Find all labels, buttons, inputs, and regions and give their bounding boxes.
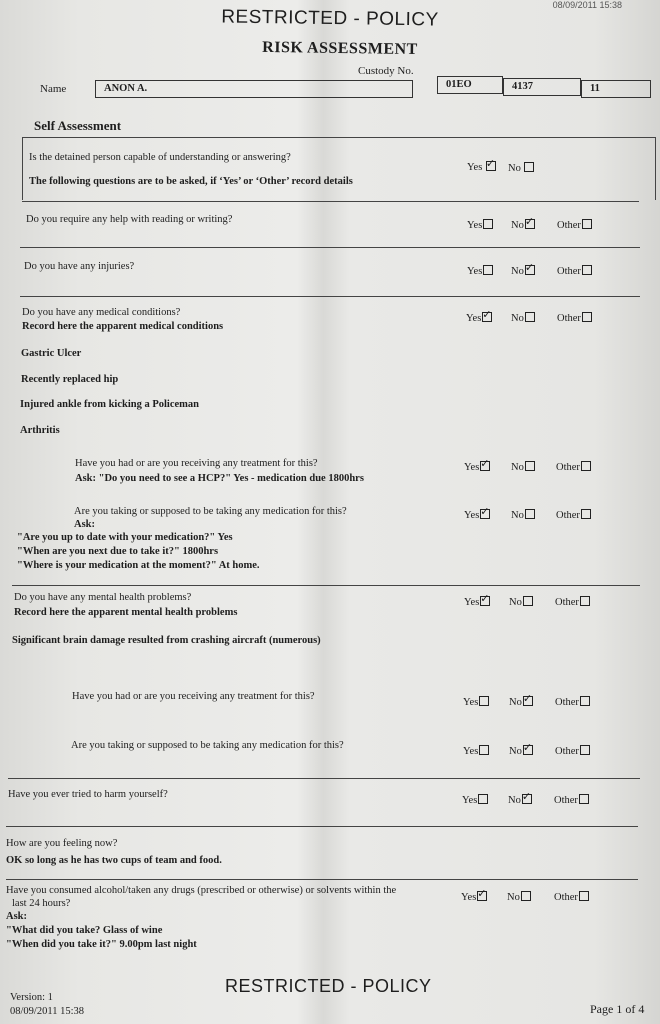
footer-date: 08/09/2011 15:38 [10, 1006, 84, 1017]
option-label: Other [554, 795, 578, 806]
divider [6, 826, 638, 827]
version-label: Version: 1 [10, 992, 53, 1003]
checkbox-empty-icon[interactable] [478, 794, 488, 804]
divider [12, 585, 640, 586]
harm-other-option[interactable] [554, 794, 589, 806]
option-label: Yes [464, 597, 480, 608]
checkbox-empty-icon[interactable] [581, 461, 591, 471]
option-label: Yes [464, 462, 480, 473]
checkbox-empty-icon[interactable] [582, 312, 592, 322]
option-label: No [509, 597, 522, 608]
option-label: Other [555, 746, 579, 757]
checkbox-empty-icon[interactable] [580, 696, 590, 706]
name-label: Name [40, 83, 67, 95]
checkbox-empty-icon[interactable] [524, 162, 534, 172]
checkbox-checked-icon[interactable] [486, 161, 496, 171]
injuries-yes-option[interactable] [467, 265, 493, 277]
checkbox-empty-icon[interactable] [479, 696, 489, 706]
checkbox-empty-icon[interactable] [579, 891, 589, 901]
mental-medication-yes-option[interactable] [463, 745, 489, 757]
medical-record-label: Record here the apparent medical conditions [22, 321, 224, 332]
option-label: No [511, 510, 524, 521]
capable-no-option[interactable] [508, 162, 534, 174]
custody-label: Custody No. [358, 65, 414, 77]
option-label: No [509, 746, 522, 757]
question-mental-medication: Are you taking or supposed to be taking any medication for this? [71, 740, 344, 751]
medical-condition-item: Gastric Ulcer [21, 348, 82, 359]
medication-answer: "Where is your medication at the moment?" At home. [17, 560, 260, 571]
option-label: No [509, 697, 522, 708]
divider [20, 247, 640, 248]
checkbox-checked-icon[interactable] [480, 461, 490, 471]
name-field: ANON A. [95, 80, 413, 98]
checkbox-empty-icon[interactable] [579, 794, 589, 804]
option-label: Yes [467, 266, 483, 277]
question-reading: Do you require any help with reading or writing? [26, 214, 233, 225]
medication-no-option[interactable] [511, 509, 535, 521]
option-label: Other [557, 220, 581, 231]
mental-yes-option[interactable] [464, 596, 490, 608]
checkbox-empty-icon[interactable] [479, 745, 489, 755]
question-mental-treatment: Have you had or are you receiving any treatment for this? [72, 691, 315, 702]
option-label: Other [554, 892, 578, 903]
option-label: No [511, 462, 524, 473]
checkbox-empty-icon[interactable] [580, 596, 590, 606]
restricted-footer: RESTRICTED - POLICY [225, 976, 432, 996]
medical-condition-item: Recently replaced hip [21, 374, 119, 385]
mental-no-option[interactable] [509, 596, 533, 608]
question-medical: Do you have any medical conditions? [22, 307, 181, 318]
checkbox-checked-icon[interactable] [522, 794, 532, 804]
alcohol-no-option[interactable] [507, 891, 531, 903]
checkbox-empty-icon[interactable] [581, 509, 591, 519]
option-label: Yes [462, 795, 478, 806]
medical-condition-item: Injured ankle from kicking a Policeman [20, 399, 199, 410]
injuries-other-option[interactable] [557, 265, 592, 277]
divider [8, 778, 640, 779]
alcohol-yes-option[interactable] [461, 891, 487, 903]
checkbox-checked-icon[interactable] [523, 745, 533, 755]
question-injuries: Do you have any injuries? [24, 261, 135, 272]
checkbox-empty-icon[interactable] [580, 745, 590, 755]
medication-ask-label: Ask: [74, 519, 96, 530]
option-label: Yes [467, 220, 483, 231]
treatment-yes-option[interactable] [464, 461, 490, 473]
checkbox-checked-icon[interactable] [480, 509, 490, 519]
medical-yes-option[interactable] [466, 312, 492, 324]
print-stamp: 08/09/2011 15:38 [552, 0, 622, 10]
feeling-answer: OK so long as he has two cups of team and food. [6, 855, 222, 866]
checkbox-checked-icon[interactable] [523, 696, 533, 706]
checkbox-empty-icon[interactable] [525, 509, 535, 519]
medication-other-option[interactable] [556, 509, 591, 521]
checkbox-checked-icon[interactable] [477, 891, 487, 901]
page-number: Page 1 of 4 [590, 1002, 645, 1016]
medical-condition-item: Arthritis [20, 425, 60, 436]
option-label: Other [555, 597, 579, 608]
checkbox-empty-icon[interactable] [582, 265, 592, 275]
reading-yes-option[interactable] [467, 219, 493, 231]
option-label: Yes [466, 313, 482, 324]
question-medication: Are you taking or supposed to be taking any medication for this? [74, 506, 347, 517]
option-label: No [508, 163, 521, 174]
alcohol-answer: "When did you take it?" 9.00pm last night [6, 939, 197, 950]
section-title: Self Assessment [34, 118, 122, 133]
mental-detail: Significant brain damage resulted from crashing aircraft (numerous) [12, 635, 321, 646]
checkbox-checked-icon[interactable] [525, 219, 535, 229]
question-alcohol: Have you consumed alcohol/taken any drugs (prescribed or otherwise) or solvents within the [6, 885, 397, 896]
alcohol-ask-label: Ask: [6, 911, 28, 922]
checkbox-checked-icon[interactable] [482, 312, 492, 322]
option-label: Other [557, 313, 581, 324]
option-label: Other [556, 510, 580, 521]
option-label: No [507, 892, 520, 903]
mental-treatment-other-option[interactable] [555, 696, 590, 708]
reading-no-option[interactable] [511, 219, 535, 231]
checkbox-empty-icon[interactable] [582, 219, 592, 229]
checkbox-empty-icon[interactable] [525, 461, 535, 471]
question-mental: Do you have any mental health problems? [14, 592, 192, 603]
mental-medication-other-option[interactable] [555, 745, 590, 757]
medical-other-option[interactable] [557, 312, 592, 324]
checkbox-empty-icon[interactable] [483, 265, 493, 275]
mental-medication-no-option[interactable] [509, 745, 533, 757]
option-label: Other [555, 697, 579, 708]
custody-part-2: 4137 [503, 78, 581, 96]
option-label: Yes [463, 697, 479, 708]
alcohol-answer: "What did you take? Glass of wine [6, 925, 163, 936]
restricted-header: RESTRICTED - POLICY [221, 6, 439, 31]
divider [22, 201, 639, 202]
question-feeling: How are you feeling now? [6, 838, 118, 849]
harm-no-option[interactable] [508, 794, 532, 806]
checkbox-checked-icon[interactable] [525, 265, 535, 275]
divider [6, 879, 638, 880]
checkbox-empty-icon[interactable] [523, 596, 533, 606]
option-label: Yes [467, 162, 483, 173]
option-label: Yes [461, 892, 477, 903]
question-harm: Have you ever tried to harm yourself? [8, 789, 168, 800]
question-capable: Is the detained person capable of understanding or answering? [29, 152, 291, 163]
mental-treatment-yes-option[interactable] [463, 696, 489, 708]
capability-box [22, 137, 656, 200]
option-label: No [508, 795, 521, 806]
capable-yes-option[interactable] [467, 161, 496, 173]
medical-no-option[interactable] [511, 312, 535, 324]
custody-part-3: 11 [581, 80, 651, 98]
question-treatment: Have you had or are you receiving any treatment for this? [75, 458, 318, 469]
treatment-no-option[interactable] [511, 461, 535, 473]
mental-treatment-no-option[interactable] [509, 696, 533, 708]
medication-answer: "Are you up to date with your medication?" Yes [17, 532, 233, 543]
alcohol-other-option[interactable] [554, 891, 589, 903]
mental-record-label: Record here the apparent mental health problems [14, 607, 238, 618]
medication-answer: "When are you next due to take it?" 1800hrs [17, 546, 219, 557]
option-label: No [511, 220, 524, 231]
option-label: Yes [463, 746, 479, 757]
custody-part-1: 01EO [437, 76, 503, 94]
checkbox-empty-icon[interactable] [521, 891, 531, 901]
mental-other-option[interactable] [555, 596, 590, 608]
option-label: Other [557, 266, 581, 277]
treatment-other-option[interactable] [556, 461, 591, 473]
injuries-no-option[interactable] [511, 265, 535, 277]
checkbox-checked-icon[interactable] [480, 596, 490, 606]
checkbox-empty-icon[interactable] [525, 312, 535, 322]
option-label: No [511, 266, 524, 277]
divider [20, 296, 640, 297]
reading-other-option[interactable] [557, 219, 592, 231]
medication-yes-option[interactable] [464, 509, 490, 521]
treatment-answer: Ask: "Do you need to see a HCP?" Yes - medication due 1800hrs [75, 473, 364, 484]
option-label: Yes [464, 510, 480, 521]
instruction-text: The following questions are to be asked, if ‘Yes’ or ‘Other’ record details [29, 176, 353, 187]
option-label: Other [556, 462, 580, 473]
page-title: RISK ASSESSMENT [262, 38, 418, 59]
question-alcohol-cont: last 24 hours? [12, 898, 71, 909]
option-label: No [511, 313, 524, 324]
harm-yes-option[interactable] [462, 794, 488, 806]
checkbox-empty-icon[interactable] [483, 219, 493, 229]
